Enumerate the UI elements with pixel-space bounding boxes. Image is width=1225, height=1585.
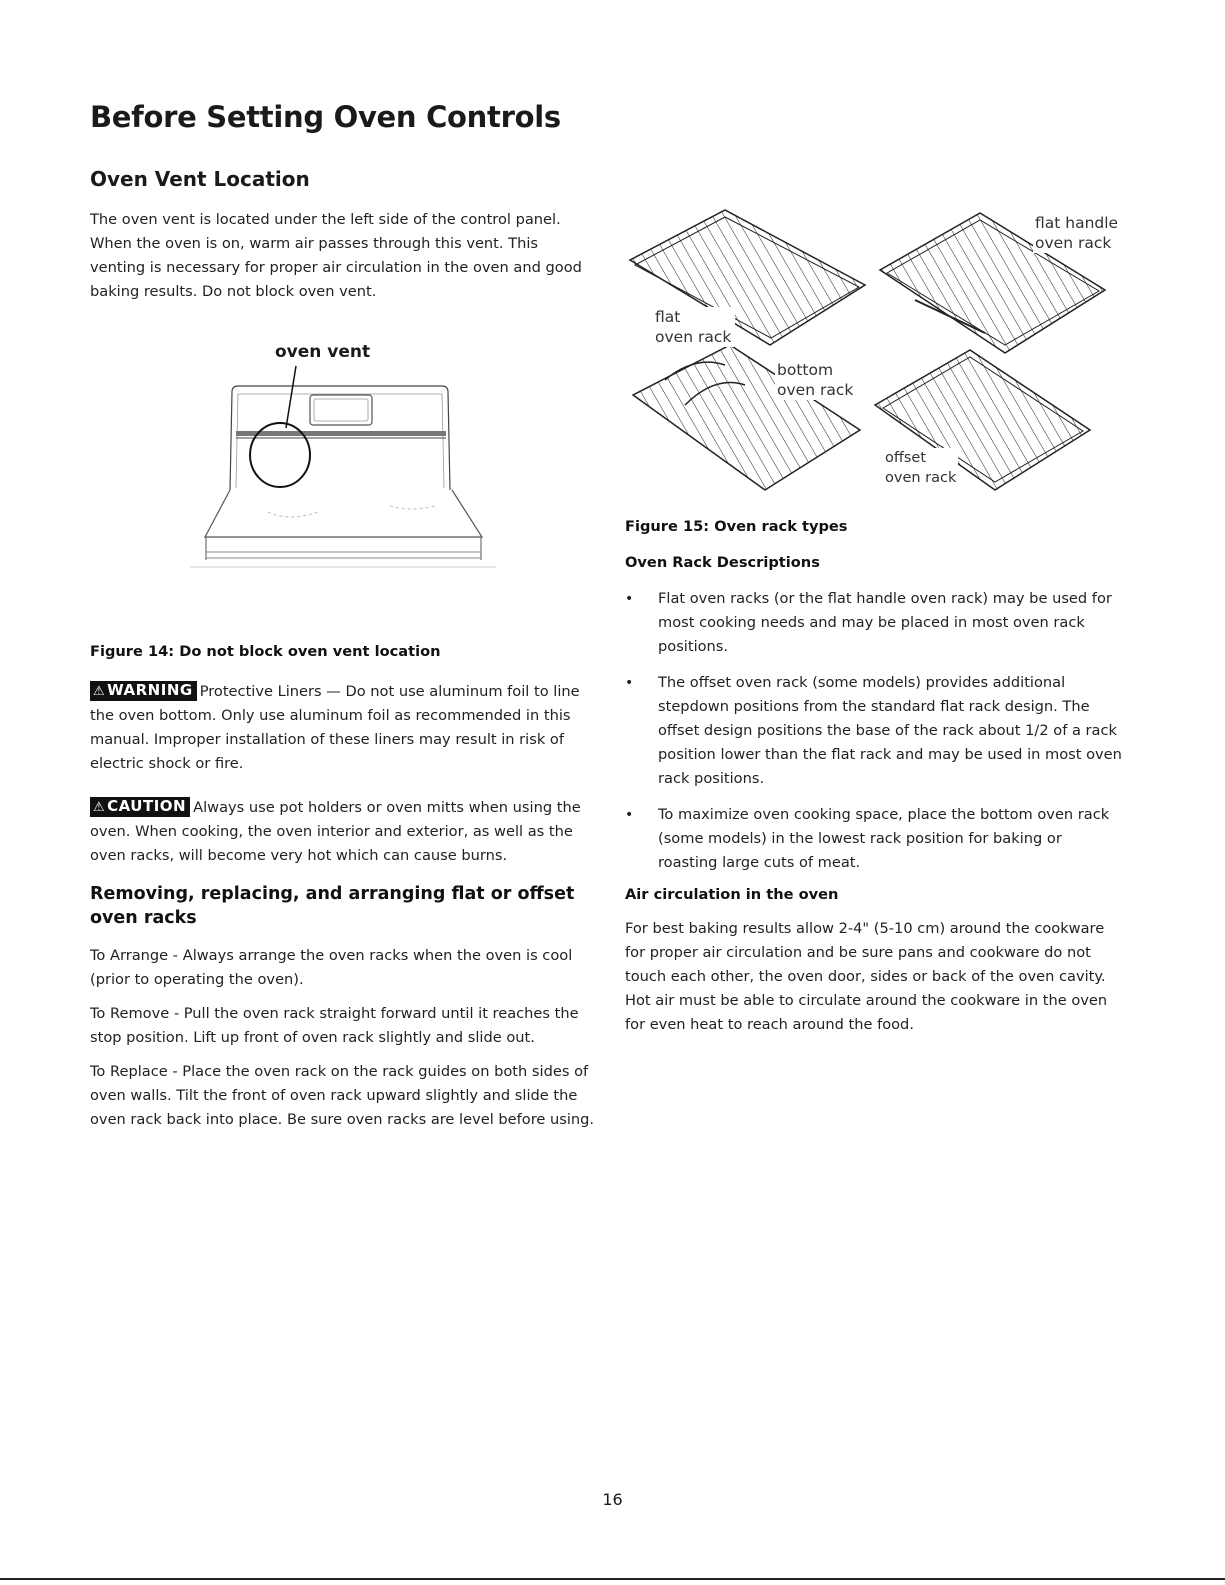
remove-paragraph: To Remove - Pull the oven rack straight forward until it reaches the stop position. Lift up front of oven rack slightly and slide out. [90,1005,579,1046]
warning-paragraph [90,680,595,776]
list-item: • Flat oven racks (or the flat handle oven rack) may be used for most cooking needs and may be placed in most oven rack positions. [625,587,1125,659]
warning-triangle-icon: ⚠ [93,684,106,699]
section-title-vent: Oven Vent Location [90,167,310,191]
vent-paragraph: The oven vent is located under the left side of the control panel. When the oven is on, warm air passes through this vent. This venting is necessary for proper air circulation in the oven and good baking results. Do not block oven vent. [90,211,582,300]
range-vent-illustration [90,362,595,632]
oven-vent-figure [90,322,595,622]
list-item: • To maximize oven cooking space, place the bottom oven rack (some models) in the lowest rack position for baking or roasting large cuts of meat. [625,803,1125,875]
bottom-rule [0,1578,1225,1580]
warning-badge: ⚠ WARNING [90,681,197,701]
rack-descriptions-heading: Oven Rack Descriptions [625,554,820,571]
page-number: 16 [602,1490,623,1509]
arrange-paragraph: To Arrange - Always arrange the oven racks when the oven is cool (prior to operating the oven). [90,947,573,988]
flat-handle-rack-label: flat handle oven rack [1035,214,1119,252]
flat-rack-label: flat oven rack [653,307,735,347]
rack-descriptions-list [625,587,1125,875]
caution-text: Always use pot holders or oven mitts when using the oven. When cooking, the oven interior and exterior, as well as the oven racks, will become very hot which can cause burns. [90,799,581,864]
list-item: • The offset oven rack (some models) provides additional stepdown positions from the standard flat rack design. The offset design positions the base of the rack about 1/2 of a rack position lower than the flat rack and may be used in most oven rack positions. [625,671,1125,791]
offset-rack-label: offset oven rack [885,450,957,486]
left-column [90,208,595,1132]
oven-rack-figure [625,205,1125,510]
racks-heading: Removing, replacing, and arranging flat or offset oven racks [90,884,575,928]
figure-14-caption: Figure 14: Do not block oven vent location [90,643,441,660]
right-column [625,515,1125,1037]
caution-badge: ⚠ CAUTION [90,797,190,817]
bottom-rack-label: bottom oven rack [777,361,854,399]
caution-triangle-icon: ⚠ [93,800,106,815]
oven-vent-label: oven vent [275,342,371,362]
air-circulation-heading: Air circulation in the oven [625,886,839,903]
air-circulation-paragraph: For best baking results allow 2-4" (5-10 cm) around the cookware for proper air circulation and be sure pans and cookware do not touch each other, the oven door, sides or back of the oven cavity. Hot air must be able to circulate around the cookware in the oven for even heat to reach around the food. [625,920,1108,1033]
warning-text: Protective Liners — Do not use aluminum foil to line the oven bottom. Only use aluminum foil as recommended in this manual. Improper installation of these liners may result in risk of electric shock or fire. [90,683,580,772]
figure-15-caption: Figure 15: Oven rack types [625,518,848,535]
page-title: Before Setting Oven Controls [90,100,561,134]
replace-paragraph: To Replace - Place the oven rack on the rack guides on both sides of oven walls. Tilt the front of oven rack upward slightly and slide the oven rack back into place. Be sure oven racks are level before using. [90,1063,595,1128]
caution-paragraph [90,796,595,868]
